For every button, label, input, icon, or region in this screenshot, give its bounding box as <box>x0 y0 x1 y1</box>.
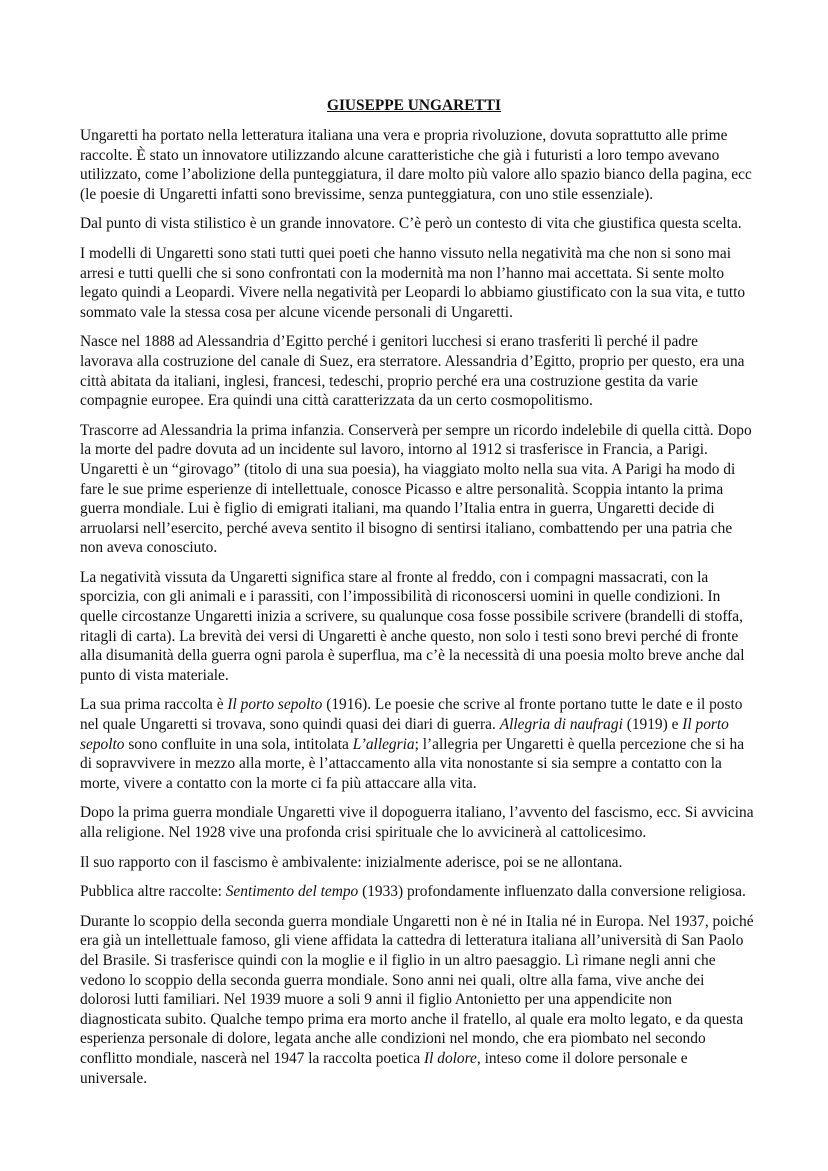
text-segment: morte, vivere a contatto con la morte ci fa più attaccare alla vita. <box>80 774 477 792</box>
text-segment: (1919) e <box>622 716 683 734</box>
text-segment: vedono lo scoppio della seconda guerra mondiale. Sono anni nei quali, oltre alla fama, vive anche dei <box>80 971 705 989</box>
text-line: utilizzato, come l’abolizione della punteggiatura, il dare molto più valore allo spazio bianco della pagina, ecc <box>80 166 752 184</box>
text-line: Il suo rapporto con il fascismo è ambivalente: inizialmente aderisce, poi se ne allontana. <box>80 853 623 871</box>
text-line: la morte del padre dovuta ad un incidente sul lavoro, intorno al 1912 si trasferisce in Francia, a Parigi. <box>80 441 708 459</box>
text-line: Trascorre ad Alessandria la prima infanzia. Conserverà per sempre un ricordo indelebile di quella città. Dopo <box>80 421 752 439</box>
paragraph <box>80 882 770 902</box>
paragraph <box>80 853 770 873</box>
text-line <box>80 1069 770 1089</box>
paragraph <box>80 568 770 686</box>
text-line <box>80 882 770 902</box>
italic-title: L’allegria <box>352 735 415 753</box>
text-line: alla religione. Nel 1928 vive una profonda crisi spirituale che lo avvicinerà al cattolicesimo. <box>80 824 647 841</box>
document-body <box>80 126 770 1098</box>
text-line <box>80 715 770 735</box>
text-segment: Durante lo scoppio della seconda guerra mondiale Ungaretti non è né in Italia né in Europa. Nel 1937, poiché <box>80 912 754 930</box>
text-line: arruolarsi nell’esercito, perché aveva sentito il bisogno di sentirsi italiano, combattendo per una patria che <box>80 519 733 537</box>
text-line: quelle circostanze Ungaretti inizia a scrivere, su qualunque cosa fosse possibile scrivere (brandelli di stoffa, <box>80 608 743 626</box>
text-line <box>80 1010 770 1030</box>
paragraph <box>80 421 770 558</box>
text-line: Dal punto di vista stilistico è un grande innovatore. C’è però un contesto di vita che giustifica questa scelta. <box>80 215 742 233</box>
text-segment: era già un intellettuale famoso, gli viene affidata la cattedra di letteratura italiana all’università di San Paolo <box>80 932 744 950</box>
text-line: punto di vista materiale. <box>80 666 229 684</box>
text-line: Ungaretti è un “girovago” (titolo di una sua poesia), ha viaggiato molto nella sua vita. A Parigi ha modo di <box>80 460 736 478</box>
text-line: fare le sue prime esperienze di intellettuale, conosce Picasso e altre personalità. Scoppia intanto la prima <box>80 480 724 498</box>
text-line <box>80 1029 770 1049</box>
text-line: arresi e tutti quelli che si sono confrontati con la modernità ma non l’hanno mai accettata. Si sente molto <box>80 264 725 282</box>
text-line: città abitata da italiani, inglesi, francesi, tedeschi, proprio perché era una costruzione gestita da varie <box>80 372 698 390</box>
text-line <box>80 912 770 932</box>
italic-title: sepolto <box>80 735 125 753</box>
text-segment: universale. <box>80 1069 148 1087</box>
text-segment: (1933) profondamente influenzato dalla conversione religiosa. <box>358 883 746 901</box>
text-segment: del Brasile. Si trasferisce quindi con la moglie e il figlio in un altro paesaggio. Lì rimane negli anni che <box>80 951 716 969</box>
paragraph <box>80 695 770 793</box>
text-segment: Pubblica altre raccolte: <box>80 883 226 901</box>
text-segment: nel quale Ungaretti si trovava, sono quindi quasi dei diari di guerra. <box>80 716 500 734</box>
italic-title: Il porto <box>682 716 729 734</box>
text-line <box>80 774 770 794</box>
text-segment: sono confluite in una sola, intitolata <box>124 735 353 753</box>
italic-title: Allegria di naufragi <box>499 716 623 734</box>
text-segment: La sua prima raccolta è <box>80 696 228 714</box>
text-line: sommato vale la stessa cosa per alcune vicende personali di Ungaretti. <box>80 303 513 321</box>
text-line <box>80 971 770 991</box>
text-line: La negatività vissuta da Ungaretti significa stare al fronte al freddo, con i compagni massacrati, con la <box>80 568 709 586</box>
text-segment: (1916). Le poesie che scrive al fronte portano tutte le date e il posto <box>322 696 743 714</box>
paragraph <box>80 803 770 842</box>
text-line: legato quindi a Leopardi. Vivere nella negatività per Leopardi lo abbiamo giustificato con la sua vita, e tutto <box>80 284 746 302</box>
italic-title: Sentimento del tempo <box>225 883 359 901</box>
text-line: (le poesie di Ungaretti infatti sono brevissime, senza punteggiatura, con uno stile essenziale). <box>80 185 654 203</box>
text-line <box>80 1049 770 1069</box>
text-line <box>80 754 770 774</box>
text-line: I modelli di Ungaretti sono stati tutti quei poeti che hanno vissuto nella negatività ma che non si sono mai <box>80 244 731 262</box>
text-line: Ungaretti ha portato nella letteratura italiana una vera e propria rivoluzione, dovuta soprattutto alle prime <box>80 127 728 144</box>
text-line: alla disumanità della guerra ogni parola è superflua, ma c’è la necessità di una poesia molto breve anche dal <box>80 647 745 665</box>
text-line: sporcizia, con gli animali e i parassiti, con l’impossibilità di riconoscersi uomini in quelle condizioni. In <box>80 588 721 606</box>
paragraph <box>80 332 770 410</box>
text-line: ritagli di carta). La brevità dei versi di Ungaretti è anche questo, non solo i testi sono brevi perché di fronte <box>80 627 739 645</box>
italic-title: Il dolore <box>424 1049 477 1067</box>
text-line: non aveva conosciuto. <box>80 539 218 557</box>
text-line <box>80 951 770 971</box>
text-line: lavorava alla costruzione del canale di Suez, era sterratore. Alessandria d’Egitto, proprio per questo, era una <box>80 352 745 370</box>
text-line <box>80 931 770 951</box>
text-line: Dopo la prima guerra mondiale Ungaretti vive il dopoguerra italiano, l’avvento del fascismo, ecc. Si avvicina <box>80 804 754 822</box>
text-line: raccolte. È stato un innovatore utilizzando alcune caratteristiche che già i futuristi a loro tempo avevano <box>80 146 720 164</box>
text-line: guerra mondiale. Lui è figlio di emigrati italiani, ma quando l’Italia entra in guerra, Ungaretti decide di <box>80 500 715 518</box>
paragraph <box>80 214 770 234</box>
document-title: GIUSEPPE UNGARETTI <box>326 97 502 114</box>
text-segment: , inteso come il dolore personale e <box>476 1049 688 1067</box>
text-line <box>80 695 770 715</box>
text-line <box>80 990 770 1010</box>
paragraph <box>80 912 770 1088</box>
text-segment: dolorosi lutti familiari. Nel 1939 muore a soli 9 anni il figlio Antonietto per una appendicite non <box>80 991 672 1009</box>
text-segment: diagnosticata subito. Qualche tempo prima era morto anche il fratello, al quale era molto legato, e da questa <box>80 1010 744 1028</box>
text-line: compagnie europee. Era quindi una città caratterizzata da un certo cosmopolitismo. <box>80 392 593 410</box>
paragraph <box>80 126 770 204</box>
text-segment: esperienza personale di dolore, legata anche alle condizioni nel mondo, che era piombato nel secondo <box>80 1030 706 1048</box>
text-segment: conflitto mondiale, nascerà nel 1947 la raccolta poetica <box>80 1049 425 1067</box>
text-line <box>80 735 770 755</box>
paragraph <box>80 244 770 322</box>
text-segment: ; l’allegria per Ungaretti è quella percezione che si ha <box>414 735 745 753</box>
text-segment: di sopravvivere in mezzo alla morte, è l’attaccamento alla vita nonostante si sia sempre a contatto con la <box>80 755 722 773</box>
italic-title: Il porto sepolto <box>227 696 323 714</box>
text-line: Nasce nel 1888 ad Alessandria d’Egitto perché i genitori lucchesi si erano trasferiti lì perché il padre <box>80 333 698 351</box>
